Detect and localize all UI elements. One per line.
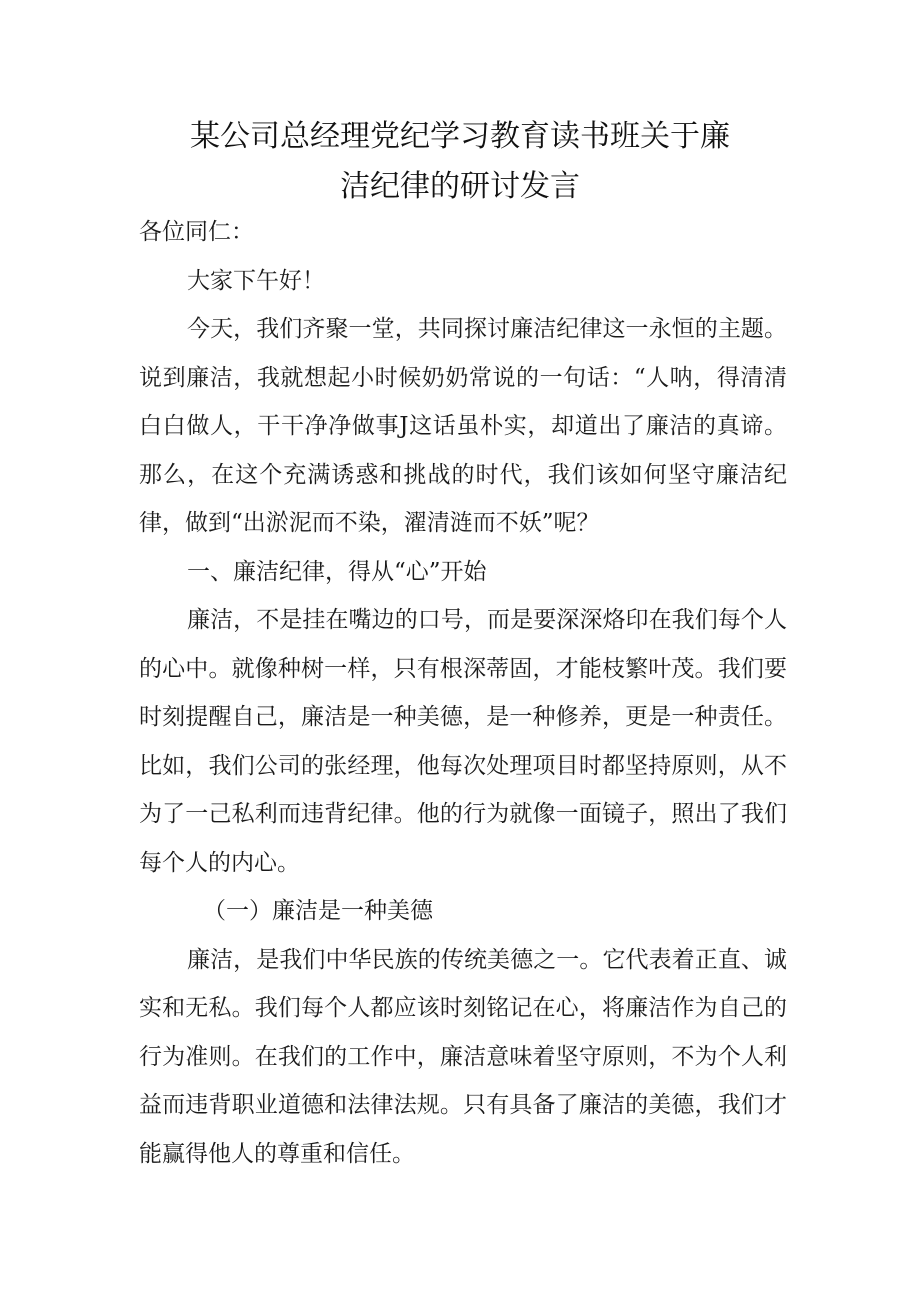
greeting: 大家下午好！ [187, 267, 325, 294]
document-body [139, 208, 787, 1178]
subsection-1-paragraph: 廉洁，是我们中华民族的传统美德之一。它代表着正直、诚实和无私。我们每个人都应该时刻铭记在心，将廉洁作为自己的行为准则。在我们的工作中，廉洁意味着坚守原则，不为个人利益而违背职业道德和法律法规。只有具备了廉洁的美德，我们才能赢得他人的尊重和信任。 [139, 946, 787, 1167]
section-1-paragraph: 廉洁，不是挂在嘴边的口号，而是要深深烙印在我们每个人的心中。就像种树一样，只有根深蒂固，才能枝繁叶茂。我们要时刻提醒自己，廉洁是一种美德，是一种修养，更是一种责任。比如，我们公司的张经理，他每次处理项目时都坚持原则，从不为了一己私利而违背纪律。他的行为就像一面镜子，照出了我们每个人的内心。 [139, 607, 787, 876]
intro-paragraph: 今天，我们齐聚一堂，共同探讨廉洁纪律这一永恒的主题。说到廉洁，我就想起小时候奶奶常说的一句话：“人呐，得清清白白做人，干干净净做事J这话虽朴实，却道出了廉洁的真谛。那么，在这个充满诱惑和挑战的时代，我们该如何坚守廉洁纪律，做到“出淤泥而不染，濯清涟而不妖”呢？ [139, 316, 787, 536]
section-1-heading: 一、廉洁纪律，得从“心”开始 [187, 558, 487, 585]
title-line-1: 某公司总经理党纪学习教育读书班关于廉 [190, 119, 730, 154]
subsection-1-heading: （一）廉洁是一种美德 [203, 898, 433, 924]
title-line-2: 洁纪律的研讨发言 [340, 169, 580, 204]
salutation: 各位同仁： [139, 219, 254, 245]
document-title [140, 112, 780, 212]
